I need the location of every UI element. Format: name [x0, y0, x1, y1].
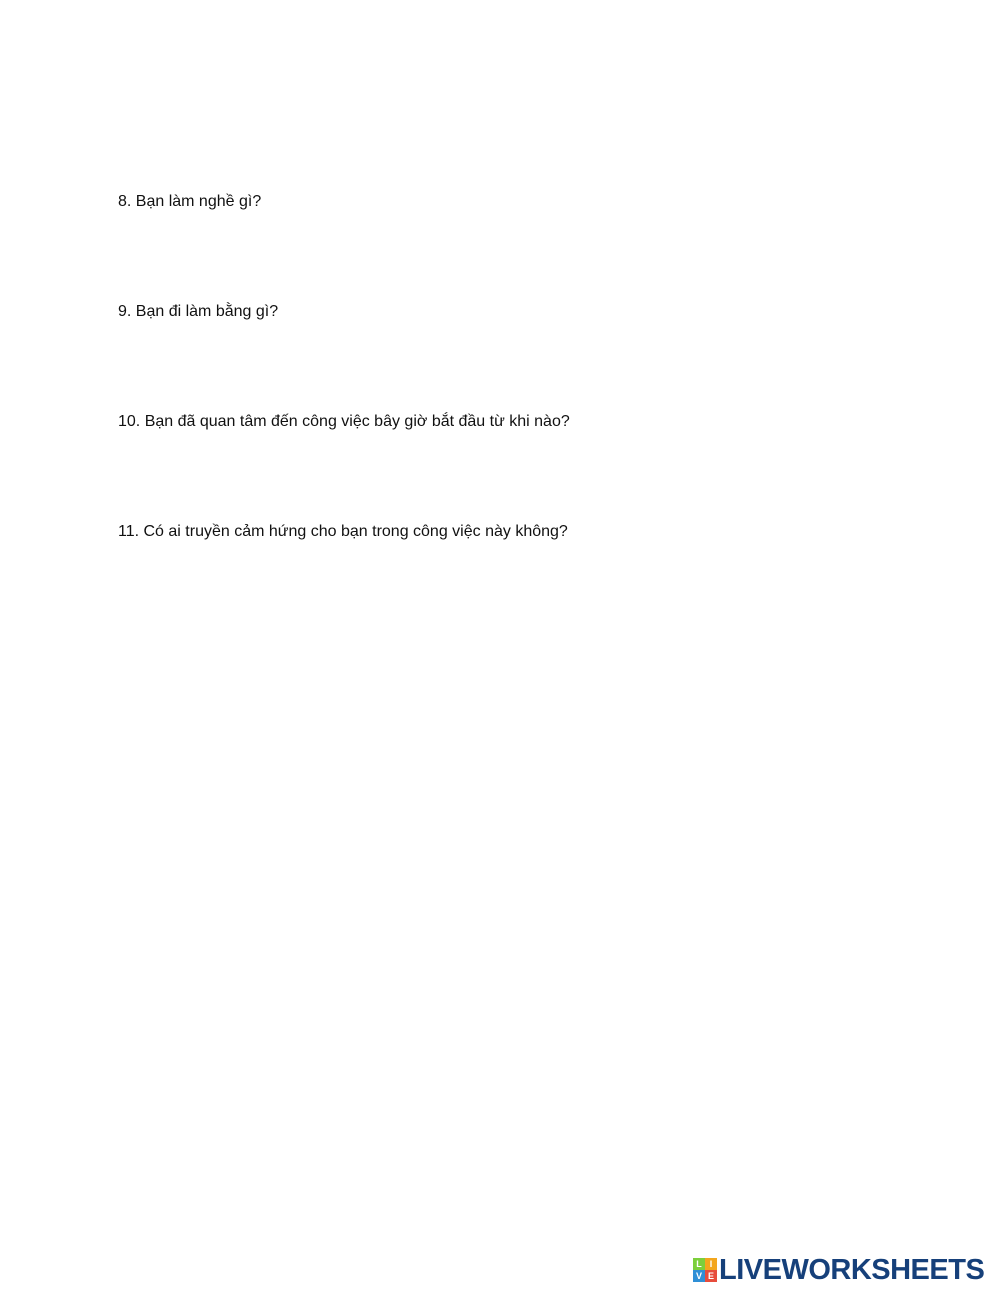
logo-square-i: I [705, 1258, 717, 1270]
question-10: 10. Bạn đã quan tâm đến công việc bây giờ bắt đầu từ khi nào? [118, 413, 570, 430]
question-8: 8. Bạn làm nghề gì? [118, 193, 262, 210]
liveworksheets-logo [693, 1256, 984, 1284]
question-9: 9. Bạn đi làm bằng gì? [118, 303, 279, 320]
liveworksheets-logo-icon [693, 1258, 717, 1282]
logo-square-l: L [693, 1258, 705, 1270]
brand-name: LIVEWORKSHEETS [719, 1254, 985, 1286]
logo-square-e: E [705, 1270, 717, 1282]
logo-square-v: V [693, 1270, 705, 1282]
question-11: 11. Có ai truyền cảm hứng cho bạn trong công việc này không? [118, 523, 568, 540]
